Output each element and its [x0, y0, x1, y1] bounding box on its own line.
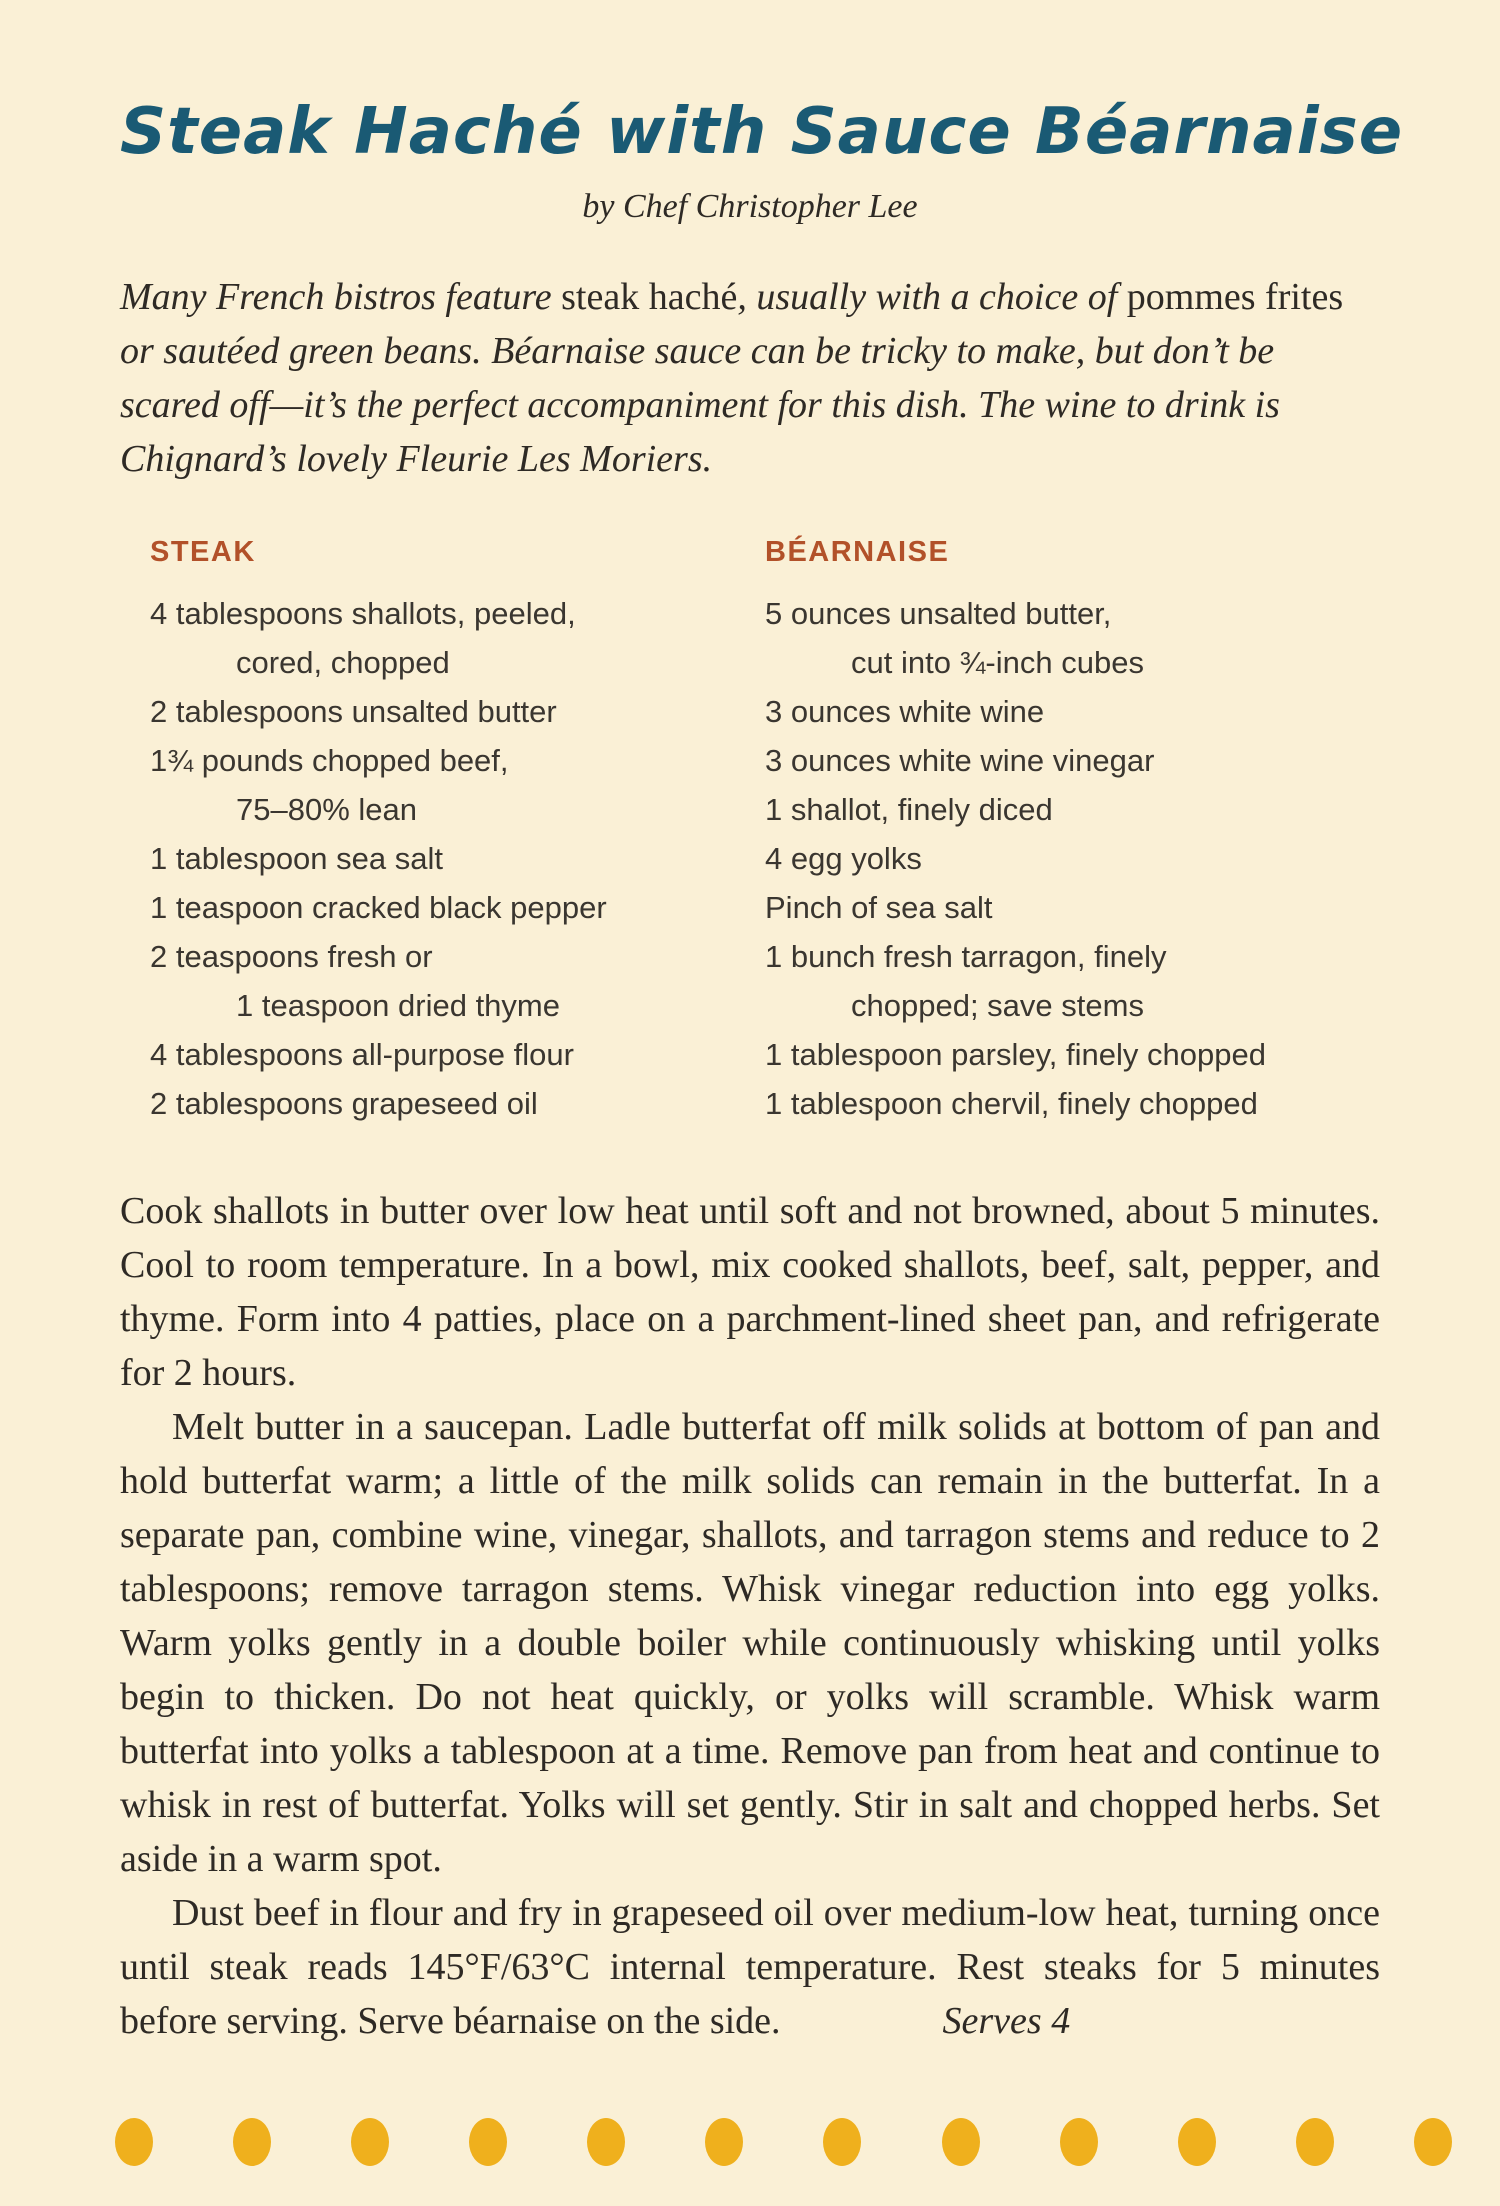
method-paragraph: Melt butter in a saucepan. Ladle butterfat off milk solids at bottom of pan and hold butterfat warm; a little of the milk solids can remain in the butterfat. In a separate pan, combine wine, vinegar, shallots, and tarragon stems and reduce to 2 tablespoons; remove tarragon stems. Whisk vinegar reduction into egg yolks. Warm yolks gently in a double boiler while continuously whisking until yolks begin to thicken. Do not heat quickly, or yolks will scramble. Whisk warm butterfat into yolks a tablespoon at a time. Remove pan from heat and continue to whisk in rest of butterfat. Yolks will set gently. Stir in salt and chopped herbs. Set aside in a warm spot.	[120, 1405, 1380, 1880]
dot	[469, 2118, 507, 2166]
dot-row	[115, 2118, 1452, 2166]
method-section	[120, 1184, 1380, 2048]
dot	[1414, 2118, 1452, 2166]
method-paragraph	[120, 1886, 1380, 2048]
ingredient-line: cored, chopped	[236, 644, 450, 680]
ingredient-line: 4 tablespoons all-purpose flour	[150, 1036, 574, 1072]
bearnaise-heading: BÉARNAISE	[765, 535, 950, 568]
intro-segment: pommes frites	[1126, 275, 1344, 318]
ingredient-line: 2 tablespoons unsalted butter	[150, 693, 557, 729]
ingredient-line: 2 tablespoons grapeseed oil	[150, 1085, 538, 1121]
ingredient-line: 1 teaspoon dried thyme	[236, 987, 560, 1023]
intro-paragraph	[120, 270, 1380, 486]
method-paragraph-text: Dust beef in flour and fry in grapeseed oil over medium-low heat, turning once until steak reads 145°F/63°C internal temperature. Rest steaks for 5 minutes before serving. Serve béarnaise on the side.	[120, 1891, 1380, 2042]
intro-segment: or sautéed green beans. Béarnaise sauce can be tricky to make, but don’t be scared off—it’s the perfect accompaniment for this dish. The wine to drink is Chignard’s lovely Fleurie Les Moriers.	[120, 329, 1280, 480]
ingredient-line: 1 tablespoon chervil, finely chopped	[765, 1085, 1258, 1121]
ingredient-line: 75–80% lean	[236, 791, 417, 827]
dot	[1178, 2118, 1216, 2166]
dot	[115, 2118, 153, 2166]
method-paragraph: Cook shallots in butter over low heat until soft and not browned, about 5 minutes. Cool to room temperature. In a bowl, mix cooked shallots, beef, salt, pepper, and thyme. Form into 4 patties, place on a parchment-lined sheet pan, and refrigerate for 2 hours.	[120, 1189, 1380, 1394]
ingredient-line: 4 tablespoons shallots, peeled,	[150, 595, 576, 631]
ingredient-line: 1 shallot, finely diced	[765, 791, 1053, 827]
serves-label: Serves 4	[942, 1999, 1071, 2042]
byline: by Chef Christopher Lee	[582, 187, 918, 225]
ingredients-section	[120, 536, 1380, 1128]
dot	[233, 2118, 271, 2166]
recipe-title: Steak Haché with Sauce Béarnaise	[120, 95, 1404, 169]
ingredient-line: 1¾ pounds chopped beef,	[150, 742, 509, 778]
ingredient-line: chopped; save stems	[851, 987, 1144, 1023]
ingredient-line: 1 tablespoon sea salt	[150, 840, 443, 876]
dot	[1060, 2118, 1098, 2166]
ingredient-line: 4 egg yolks	[765, 840, 922, 876]
dot	[1296, 2118, 1334, 2166]
dot	[823, 2118, 861, 2166]
dot	[705, 2118, 743, 2166]
ingredient-line: 1 bunch fresh tarragon, finely	[765, 938, 1167, 974]
ingredient-line: cut into ¾-inch cubes	[851, 644, 1144, 680]
intro-segment: , usually with a choice of	[737, 275, 1127, 318]
ingredient-line: 2 teaspoons fresh or	[150, 938, 433, 974]
intro-segment: steak haché	[561, 275, 738, 318]
ingredient-line: 5 ounces unsalted butter,	[765, 595, 1112, 631]
dot	[587, 2118, 625, 2166]
dot	[942, 2118, 980, 2166]
ingredient-line: Pinch of sea salt	[765, 889, 993, 925]
intro-segment: Many French bistros feature	[120, 275, 562, 318]
steak-heading: STEAK	[150, 535, 256, 568]
ingredient-line: 3 ounces white wine vinegar	[765, 742, 1155, 778]
steak-ingredients-column	[120, 536, 765, 1128]
ingredient-line: 1 tablespoon parsley, finely chopped	[765, 1036, 1266, 1072]
dot	[351, 2118, 389, 2166]
bearnaise-ingredients-column	[765, 536, 1380, 1128]
ingredient-line: 1 teaspoon cracked black pepper	[150, 889, 607, 925]
ingredient-line: 3 ounces white wine	[765, 693, 1045, 729]
